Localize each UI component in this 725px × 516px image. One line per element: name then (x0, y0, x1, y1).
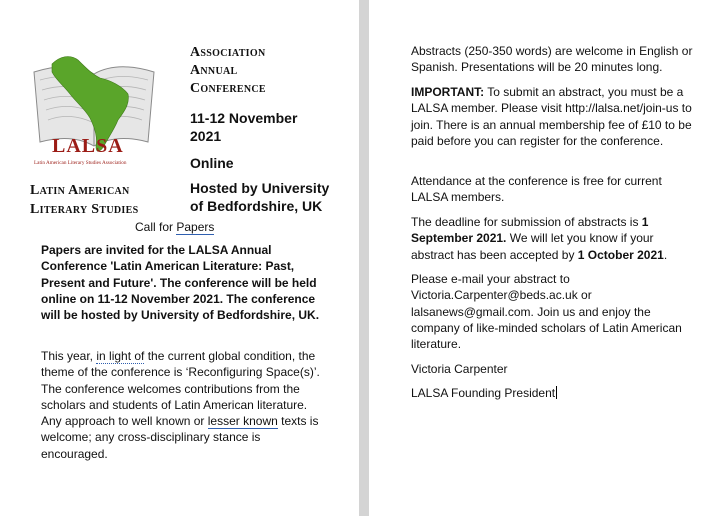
important-label: IMPORTANT: (411, 85, 485, 99)
org-line: Literary Studies (30, 202, 139, 217)
abstracts-paragraph: Abstracts (250-350 words) are welcome in English or Spanish. Presentations will be 20 minutes long. (411, 44, 693, 75)
call-for-papers-title (135, 220, 214, 234)
important-text: To submit an abstract, you must be a LALSA member. Please visit http://lalsa.net/join-us to join. There is an annual membership fee of £10 to be paid before you can register for the conference. (411, 85, 692, 148)
text-run: We will let you know if your abstract has been accepted by (411, 231, 654, 262)
cfp-prefix: Call for (135, 220, 177, 234)
heading-line: Association (190, 45, 266, 60)
right-page (369, 0, 725, 516)
text-run: The deadline for submission of abstracts is (411, 215, 642, 229)
signature-name: Victoria Carpenter (411, 362, 508, 376)
association-heading (190, 44, 266, 98)
organisation-name (30, 181, 138, 219)
text-run: texts is welcome; any cross-disciplinary stance is encouraged. (41, 414, 319, 461)
left-page (0, 0, 359, 516)
host-info (190, 179, 329, 215)
email-paragraph: Please e-mail your abstract to Victoria.Carpenter@beds.ac.uk or lalsanews@gmail.com. Join us and enjoy the company of like-minded scholars of Latin American literature. (411, 272, 682, 352)
grammar-flagged-text: in light of (96, 349, 145, 363)
deadline-paragraph (411, 214, 693, 263)
host-line: of Bedfordshire, UK (190, 198, 323, 214)
intro-paragraph: Papers are invited for the LALSA Annual Conference 'Latin American Literature: Past, Present and Future'. The conference will be held online on 11-12 November 2021. The conference will be hosted by University of Bedfordshire, UK. (41, 243, 320, 323)
signature-title (411, 385, 693, 401)
text-cursor (556, 386, 557, 399)
theme-paragraph (41, 348, 321, 462)
online-label: Online (190, 155, 234, 171)
conference-dates (190, 109, 297, 145)
spell-flagged-text: lesser known (207, 414, 278, 429)
org-line: Latin American (30, 183, 130, 198)
heading-line: Conference (190, 81, 266, 96)
heading-line: Annual (190, 63, 238, 78)
dates-line: 11-12 November (190, 110, 298, 126)
important-paragraph (411, 84, 693, 149)
logo-text: LALSA (52, 135, 124, 157)
logo-subtext: Latin American Literary Studies Association (34, 160, 127, 166)
cfp-underlined-word: Papers (176, 220, 215, 234)
deadline-date: 1 September 2021. (411, 215, 649, 246)
text-run: . (663, 247, 668, 262)
text-run: the current global condition, the theme of the conference is ‘Reconfiguring Space(s)’. The conference welcomes contributions from the scholars and students of Latin American literature. Any approach to well known or (41, 349, 320, 429)
host-line: Hosted by University (190, 180, 330, 196)
text-run: This year, (41, 349, 97, 363)
acceptance-date: 1 October 2021 (577, 247, 664, 262)
signature-title-text: LALSA Founding President (411, 386, 556, 400)
dates-line: 2021 (190, 128, 222, 144)
lalsa-logo (30, 50, 158, 168)
attendance-paragraph: Attendance at the conference is free for current LALSA members. (411, 174, 662, 205)
